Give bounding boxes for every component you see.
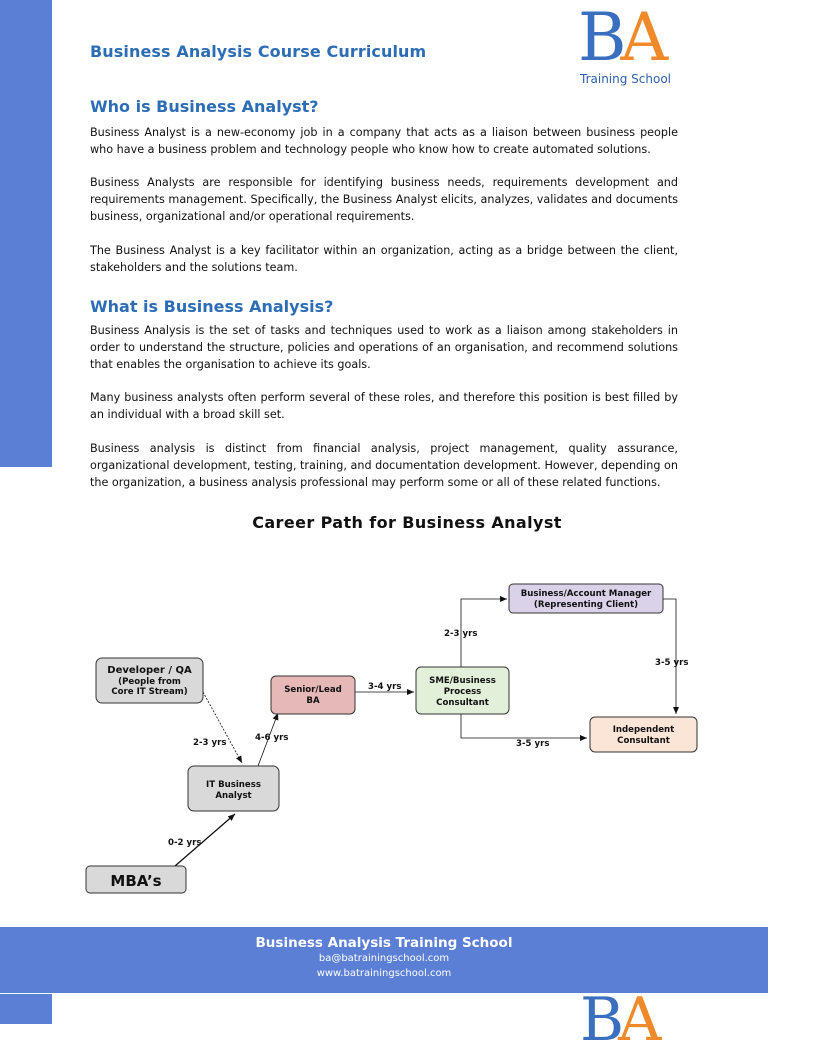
paragraph: Business Analysis is the set of tasks and techniques used to work as a liaison among stakeholders in order to understand the structure, policies and operations of an organisation, and recommend solutions that enables the organisation to achieve its goals. bbox=[90, 324, 678, 371]
label-mba-to-itba: 0-2 yrs bbox=[168, 838, 202, 848]
logo2-letter-a: A bbox=[618, 985, 662, 1055]
career-path-title: Career Path for Business Analyst bbox=[252, 513, 562, 532]
node-developer-qa bbox=[96, 658, 203, 703]
label-sme-to-independent: 3-5 yrs bbox=[516, 739, 550, 749]
node-independent-line2: Consultant bbox=[617, 736, 670, 746]
footer-title: Business Analysis Training School bbox=[255, 935, 513, 951]
section-heading-who: Who is Business Analyst? bbox=[90, 97, 319, 116]
node-independent-line1: Independent bbox=[612, 725, 675, 735]
node-sme-line3: Consultant bbox=[436, 698, 489, 708]
arrow-manager-to-independent bbox=[663, 599, 676, 714]
node-developer-line3: Core IT Stream) bbox=[111, 687, 188, 697]
node-developer-line2: (People from bbox=[118, 677, 181, 687]
career-path-diagram bbox=[0, 540, 768, 900]
node-senior-lead-ba bbox=[271, 676, 355, 714]
node-sme-line1: SME/Business bbox=[429, 676, 496, 686]
paragraph: Business Analysts are responsible for identifying business needs, requirements development and requirements management. Specifically, the Business Analyst elicits, analyzes, validates and documents business, organizational and/or operational requirements. bbox=[90, 176, 678, 223]
arrow-sme-to-independent bbox=[461, 714, 587, 738]
label-developer-to-itba: 2-3 yrs bbox=[193, 738, 227, 748]
label-itba-to-senior: 4-6 yrs bbox=[255, 733, 289, 743]
paragraph: The Business Analyst is a key facilitator within an organization, acting as a bridge between the client, stakeholders and the solutions team. bbox=[90, 244, 678, 274]
footer-website-link[interactable]: www.batrainingschool.com bbox=[316, 968, 452, 979]
node-manager-line1: Business/Account Manager bbox=[520, 589, 652, 599]
label-sme-to-manager: 2-3 yrs bbox=[444, 629, 478, 639]
logo2-letter-b: B bbox=[580, 985, 625, 1055]
paragraph: Business Analyst is a new-economy job in a company that acts as a liaison between business people who have a business problem and technology people who know how to create automated solutions. bbox=[90, 126, 678, 156]
section-heading-what: What is Business Analysis? bbox=[90, 297, 334, 316]
node-mba-text: MBA’s bbox=[110, 872, 162, 890]
node-senior-line1: Senior/Lead bbox=[284, 685, 342, 695]
footer-email-link[interactable]: ba@batrainingschool.com bbox=[318, 953, 450, 964]
node-manager-line2: (Representing Client) bbox=[533, 600, 639, 610]
node-senior-line2: BA bbox=[306, 696, 320, 706]
left-sidebar-band bbox=[0, 0, 52, 467]
node-itba-line1: IT Business bbox=[206, 780, 261, 790]
ba-logo bbox=[578, 0, 688, 90]
paragraph: Business analysis is distinct from financial analysis, project management, quality assurance, organizational development, testing, training, and documentation development. However, depending on the organization, a business analysis professional may perform some or all of these related functions. bbox=[90, 442, 678, 489]
node-developer-line1: Developer / QA bbox=[107, 665, 192, 676]
node-business-account-manager bbox=[509, 584, 663, 613]
logo-subtitle: Training School bbox=[580, 72, 672, 86]
arrow-developer-to-itba bbox=[203, 692, 242, 763]
label-manager-to-independent: 3-5 yrs bbox=[655, 658, 689, 668]
label-senior-to-sme: 3-4 yrs bbox=[368, 682, 402, 692]
page-footer bbox=[0, 927, 768, 993]
node-sme-business-process-consultant bbox=[416, 667, 509, 714]
page-title: Business Analysis Course Curriculum bbox=[90, 42, 427, 61]
node-itba-line2: Analyst bbox=[215, 791, 252, 801]
paragraph: Many business analysts often perform several of these roles, and therefore this position is best filled by an individual with a broad skill set. bbox=[90, 391, 678, 421]
node-independent-consultant bbox=[590, 717, 697, 752]
logo-letter-b: B bbox=[578, 0, 627, 76]
node-sme-line2: Process bbox=[443, 687, 482, 697]
left-sidebar-band-next-page bbox=[0, 994, 52, 1024]
node-mba bbox=[86, 866, 186, 893]
logo-letter-a: A bbox=[620, 0, 669, 76]
ba-logo-next-page bbox=[580, 985, 667, 1055]
node-it-business-analyst bbox=[188, 766, 279, 811]
